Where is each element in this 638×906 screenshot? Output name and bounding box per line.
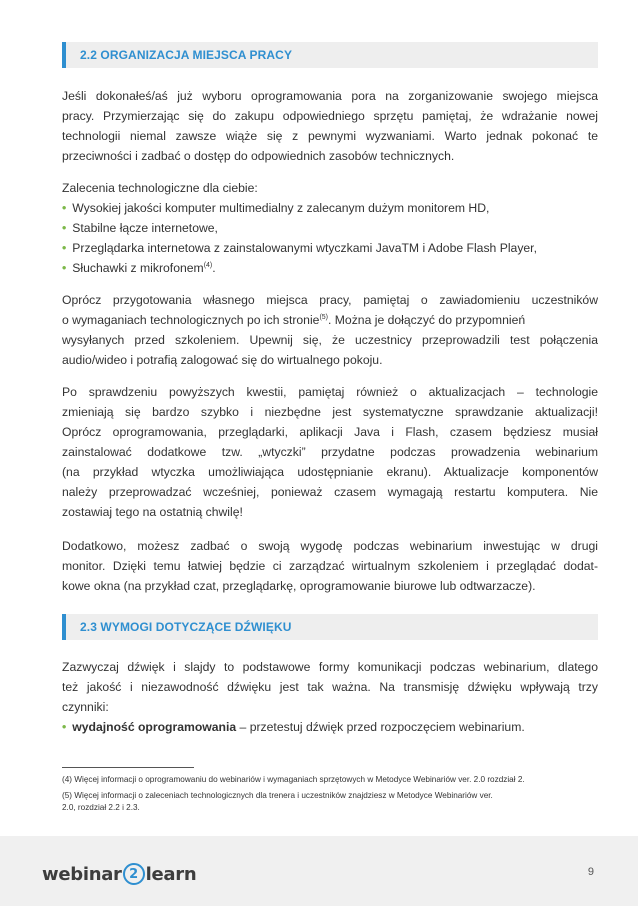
list-item [62,238,598,258]
list-item-bold: wydajność oprogramowania [72,720,237,734]
text-line: czynniki: [62,700,109,714]
bullet-icon: • [62,221,67,235]
footnote: (4) Więcej informacji o oprogramowaniu do webinariów i wymaganiach sprzętowych w Metodyce Webinariów ver. 2.0 rozdział 2. [62,775,525,784]
text-line: (na przykład wtyczka umożliwiająca udostępnianie ekranu). Aktualizacje komponentów [62,465,598,479]
text-line: zmieniają się bardzo szybko i niezbędne jest systematyczne sprawdzanie aktualizacji! [62,405,598,419]
webinar2learn-logo[interactable] [42,862,196,886]
list-item-text: Przeglądarka internetowa z zainstalowanymi wtyczkami JavaTM i Adobe Flash Player, [72,241,537,255]
footnote-divider [62,767,194,768]
bullet-icon: • [62,241,67,255]
text-line: należy przeprowadzać wcześniej, ponieważ czasem wymagają restartu komputera. Nie [62,485,598,499]
text-line: wysyłanych przed szkoleniem. Upewnij się, że uczestnicy przeprowadzili test połączenia [62,333,598,347]
text-line: Jeśli dokonałeś/aś już wyboru oprogramowania pora na zorganizowanie swojego miejsca [62,89,598,103]
list-item [62,258,598,278]
text-line: technologii niemal zawsze wiąże się z pewnymi wyzwaniami. Warto jednak pokonać te [62,129,598,143]
paragraph-participants [62,290,598,370]
paragraph-intro [62,86,598,166]
text-span: . Można je dołączyć do przypomnień [328,313,526,327]
section-header-2-2 [62,42,598,68]
bullet-icon: • [62,201,67,215]
paragraph-sound [62,657,598,737]
bullet-icon: • [62,720,67,734]
section-header-2-3 [62,614,598,640]
text-line: Oprócz oprogramowania, przeglądarki, aplikacji Java i Flash, czasem będziesz musiał [62,425,598,439]
footnote-ref[interactable]: (4) [203,262,213,269]
page-footer [0,836,638,906]
logo-text-right: learn [145,863,197,885]
recommendations-list [62,178,598,278]
footnotes [62,774,598,814]
list-intro: Zalecenia technologiczne dla ciebie: [62,181,258,195]
footnote-continuation: 2.0, rozdział 2.2 i 2.3. [62,803,140,812]
paragraph-updates [62,382,598,522]
list-item [62,218,598,238]
text-line: przeciwności i zadbać o dostęp do odpowiednich zasobów technicznych. [62,149,455,163]
text-line: monitor. Dzięki temu łatwiej będzie ci zarządzać wirtualnym szkoleniem i przeglądać dodat- [62,559,598,573]
text-line: audio/wideo i potrafią zalogować się do wirtualnego pokoju. [62,353,383,367]
section-title: 2.2 ORGANIZACJA MIEJSCA PRACY [80,48,293,62]
text-line: zostawiaj tego na ostatnią chwilę! [62,505,243,519]
text-line: Po sprawdzeniu powyższych kwestii, pamiętaj również o aktualizacjach – technologie [62,385,598,399]
list-item-text: Słuchawki z mikrofonem [72,261,204,275]
list-item-text: Wysokiej jakości komputer multimedialny z zalecanym dużym monitorem HD, [72,201,490,215]
list-item [62,198,598,218]
list-item [62,717,598,737]
list-item-tail: . [212,261,216,275]
text-line: Zazwyczaj dźwięk i slajdy to podstawowe formy komunikacji podczas webinarium, dlatego [62,660,598,674]
text-line: też jakość i niezawodność dźwięku jest tak ważna. Na transmisję dźwięku wpływają trzy [62,680,598,694]
section-title: 2.3 WYMOGI DOTYCZĄCE DŹWIĘKU [80,620,292,634]
page-number: 9 [587,866,594,878]
text-line: Oprócz przygotowania własnego miejsca pracy, pamiętaj o zawiadomieniu uczestników [62,293,598,307]
footnote: (5) Więcej informacji o zaleceniach technologicznych dla trenera i uczestników znajdziesz w Metodyce Webinariów ver. [62,791,493,800]
text-line: kowe okna (na przykład czat, przeglądarkę, oprogramowanie biurowe lub odtwarzacze). [62,579,536,593]
list-item-text: – przetestuj dźwięk przed rozpoczęciem webinarium. [236,720,525,734]
text-span: o wymaganiach technologicznych po ich stronie [62,313,320,327]
list-item-text: Stabilne łącze internetowe, [72,221,218,235]
logo-text-left: webinar [42,863,122,885]
paragraph-monitor [62,536,598,596]
text-line: Dodatkowo, możesz zadbać o swoją wygodę podczas webinarium inwestując w drugi [62,539,598,553]
footnote-ref[interactable]: (5) [319,314,328,321]
text-line: pracy. Przymierzając się do zakupu odpowiedniego sprzętu pamiętaj, że wdrażanie nowej [62,109,598,123]
logo-circle-two: 2 [123,863,145,885]
bullet-icon: • [62,261,67,275]
text-line [62,310,598,330]
text-line: zainstalować dodatkowe tzw. „wtyczki” przydatne podczas prowadzenia webinarium [62,445,598,459]
